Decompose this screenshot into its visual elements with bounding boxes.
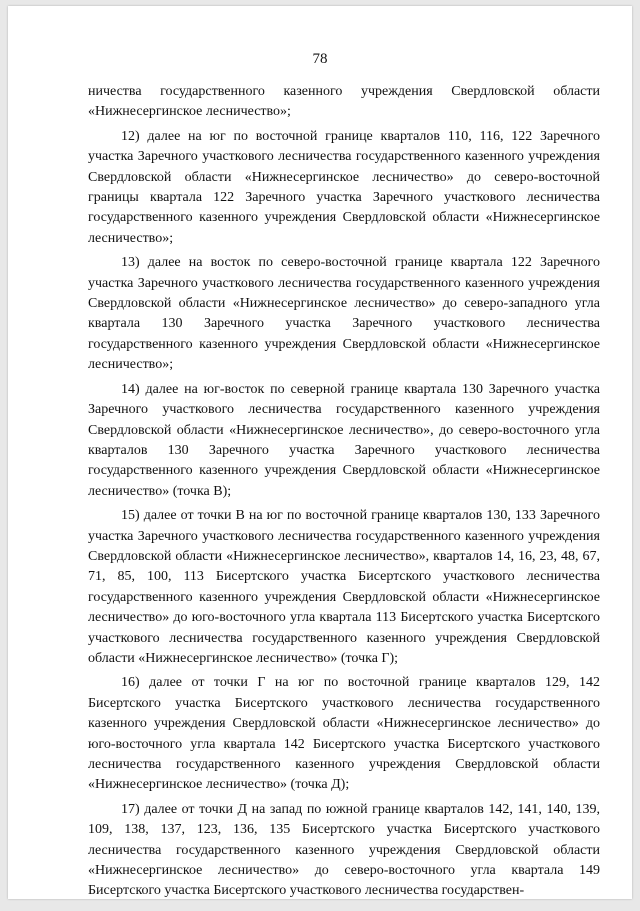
paragraph-item-12: 12) далее на юг по восточной границе кварталов 110, 116, 122 Заречного участка Заречного участкового лесничества государственного казенного учреждения Свердловской области «Нижнесергинское лесничество» до северо-восточной границы квартала 122 Заречного участка Заречного участкового лесничества государственного казенного учреждения Свердловской области «Нижнесергинское лесничество»;: [88, 128, 600, 246]
paragraph-item-16: 16) далее от точки Г на юг по восточной границе кварталов 129, 142 Бисертского участка Бисертского участкового лесничества государственного казенного учреждения Свердловской области «Нижнесергинское лесничество» до юго-восточного угла квартала 142 Бисертского участка Бисертского участкового лесничества государственного казенного учреждения Свердловской области «Нижнесергинское лесничество» (точка Д);: [88, 675, 600, 793]
page-number: 78: [312, 51, 328, 67]
document-page: [8, 6, 632, 899]
paragraph-continuation: ничества государственного казенного учреждения Свердловской области «Нижнесергинское лесничество»;: [88, 84, 600, 120]
paragraph-item-17: 17) далее от точки Д на запад по южной границе кварталов 142, 141, 140, 139, 109, 138, 137, 123, 136, 135 Бисертского участка Бисертского участкового лесничества государственного казенного учреждения Свердловской области «Нижнесергинское лесничество» до северо-восточного угла квартала 149 Бисертского участка Бисертского участкового лесничества государствен-: [88, 801, 600, 899]
paragraph-item-13: 13) далее на восток по северо-восточной границе квартала 122 Заречного участка Заречного участкового лесничества государственного казенного учреждения Свердловской области «Нижнесергинское лесничество» до северо-западного угла квартала 130 Заречного участка Заречного участкового лесничества государственного казенного учреждения Свердловской области «Нижнесергинское лесничество»;: [88, 255, 600, 373]
document-body: [88, 82, 600, 906]
paragraph-item-14: 14) далее на юг-восток по северной границе квартала 130 Заречного участка Заречного участкового лесничества государственного казенного учреждения Свердловской области «Нижнесергинское лесничество», до северо-восточного угла кварталов 130 Заречного участка Заречного участкового лесничества государственного казенного учреждения Свердловской области «Нижнесергинское лесничество» (точка В);: [88, 381, 600, 499]
paragraph-item-15: 15) далее от точки В на юг по восточной границе кварталов 130, 133 Заречного участка Заречного участкового лесничества государственного казенного учреждения Свердловской области «Нижнесергинское лесничество», кварталов 14, 16, 23, 48, 67, 71, 85, 100, 113 Бисертского участка Бисертского участкового лесничества государственного казенного учреждения Свердловской области «Нижнесергинское лесничество» до юго-восточного угла квартала 113 Бисертского участка Бисертского участкового лесничества государственного казенного учреждения Свердловской области «Нижнесергинское лесничество» (точка Г);: [88, 508, 600, 666]
